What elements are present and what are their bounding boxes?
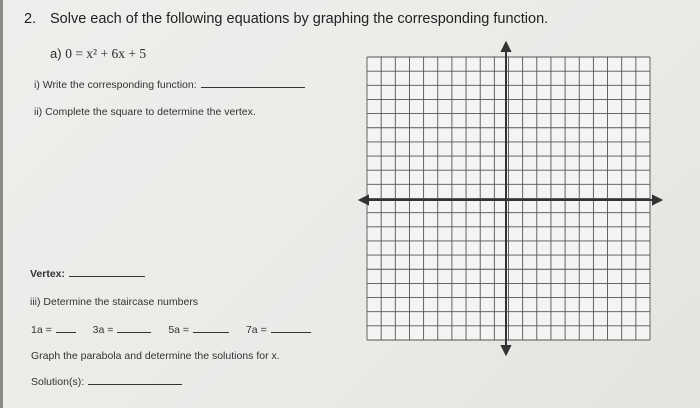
question-prompt: Solve each of the following equations by graphing the corresponding function. [50,11,549,27]
question-number: 2. [24,11,37,27]
step-i-text: i) Write the corresponding function: [34,79,197,91]
step-iii: iii) Determine the staircase numbers [30,296,199,308]
staircase-5a-label: 5a = [168,324,190,336]
staircase-7a-label: 7a = [245,324,267,336]
staircase-3a-label: 3a = [92,324,114,336]
grid-lines [367,57,650,340]
x-axis-left-arrow-icon [360,196,368,204]
y-axis-up-arrow-icon [502,43,510,51]
equation-text: 0 = x² + 6x + 5 [65,46,147,61]
staircase-1a-label: 1a = [31,324,52,336]
solutions-label: Solution(s): [31,376,85,388]
step-ii: ii) Complete the square to determine the vertex. [34,106,256,118]
x-axis-right-arrow-icon [653,196,661,204]
graph-instruction: Graph the parabola and determine the solutions for x. [31,350,280,362]
vertex-label: Vertex: [30,268,66,280]
y-axis-down-arrow-icon [502,346,510,354]
part-a-label: a) [50,46,62,61]
